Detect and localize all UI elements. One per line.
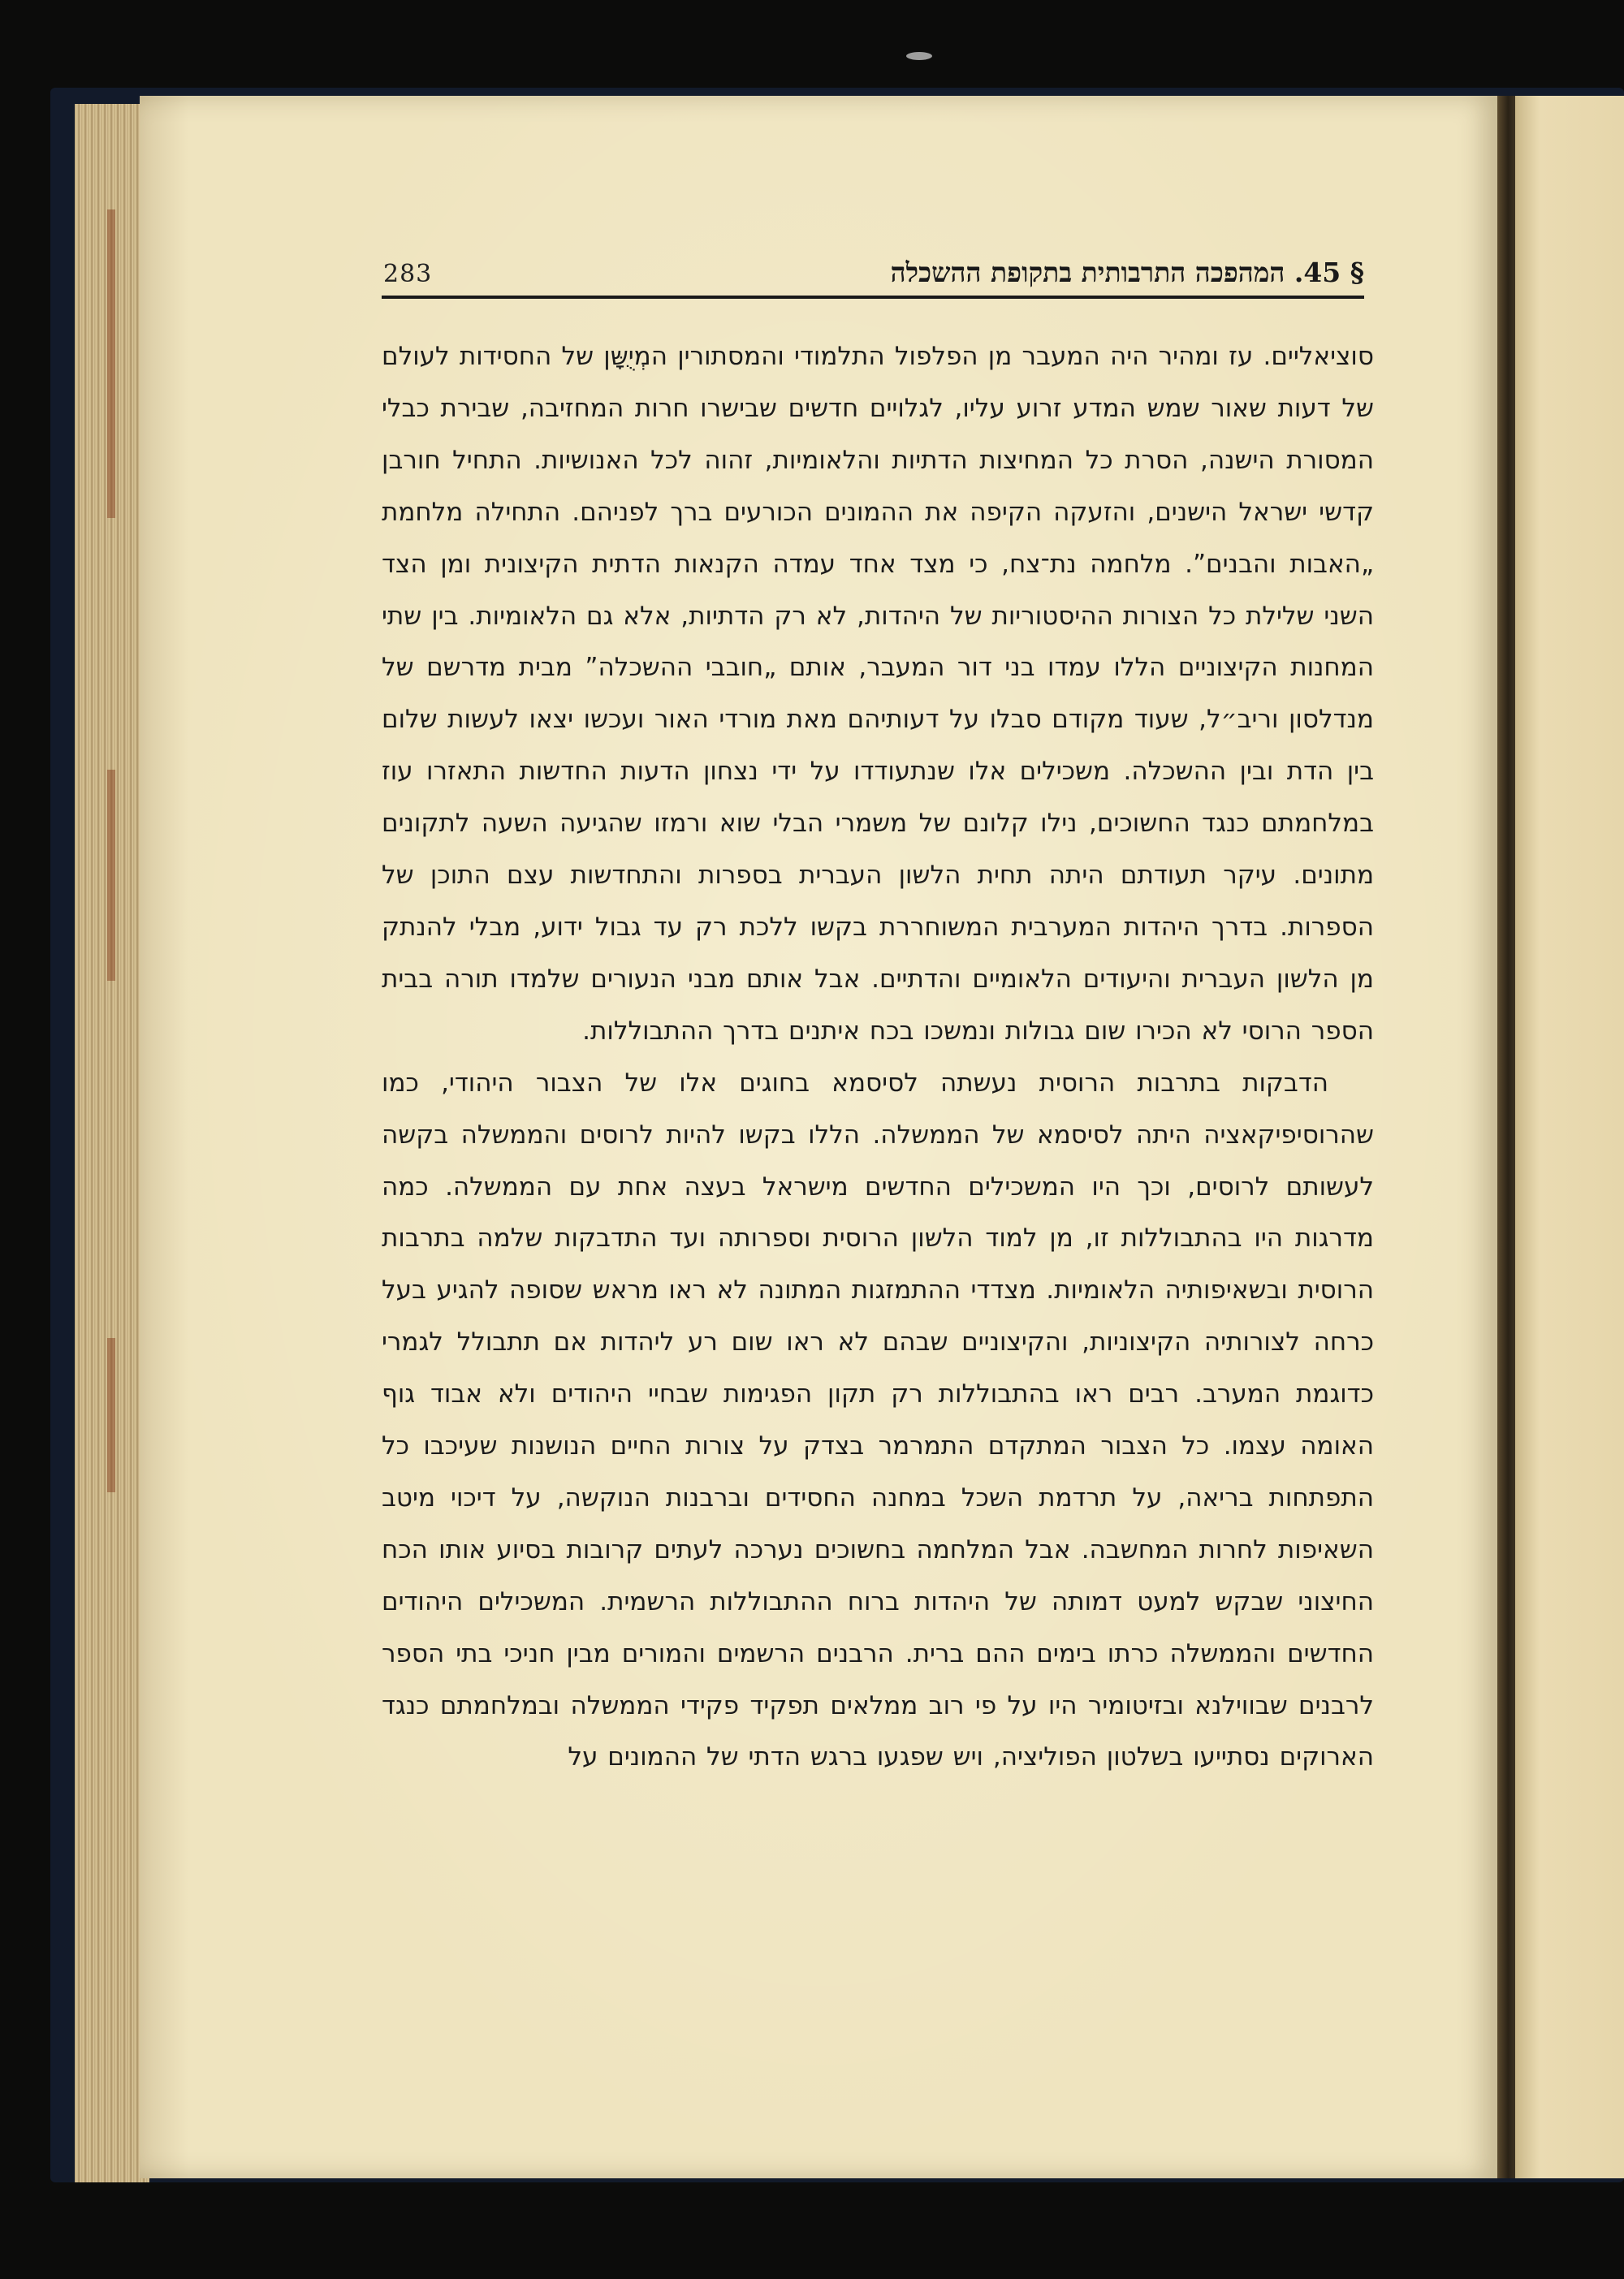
page-number: 283 [383,260,433,288]
edge-stain [107,209,115,518]
paragraph: הדבקות בתרבות הרוסית נעשתה לסיסמא בחוגים אלו של הצבור היהודי, כמו שהרוסיפיקאציה היתה לסיסמא של הממשלה. הללו בקשו להיות לרוסים והממשלה בקשה לעשותם לרוסים, וכך היו המשכילים החדשים מישראל בעצה אחת עם הממשלה. כמה מדרגות היו בהתבוללות זו, מן למוד הלשון הרוסית וספרותה ועד התדבקות שלמה בתרבות הרוסית ובשאיפותיה הלאומיות. מצדדי ההתמזגות המתונה לא ראו מראש שסופה להגיע בעל כרחה לצורותיה הקיצוניות, והקיצוניים שבהם לא ראו שום רע ליהדות אם תתבולל לגמרי כדוגמת המערב. רבים ראו בהתבוללות רק תקון הפגימות שבחיי היהודים ולא אבוד גוף האומה עצמו. כל הצבור המתקדם התמרמר בצדק על צורות החיים הנושנות שעיכבו כל התפתחות בריאה, על תרדמת השכל במחנה החסידים וברבנות הנוקשה, על דיכוי מיטב השאיפות לחרות המחשבה. אבל המלחמה בחשוכים נערכה לעתים קרובות בסיוע אותו הכח החיצוני שבקש למעט דמותה של היהדות ברוח ההתבוללות הרשמית. המשכילים היהודים החדשים והממשלה כרתו בימים ההם ברית. הרבנים הרשמים והמורים מבין חניכי בתי הספר לרבנים שבווילנא ובזיטומיר היו על פי רוב ממלאים תפקיד פקידי הממשלה ובמלחמתם כנגד הארוקים נסתייעו בשלטון הפוליציה, ויש שפגעו ברגש הדתי של ההמונים על [382,1068,1374,1772]
book-gutter [1497,96,1515,2178]
running-head: § 45. המהפכה התרבותית בתקופת ההשכלה [890,257,1364,288]
page-header [383,253,1364,299]
header-rule [382,296,1364,299]
dust-specks [901,50,942,62]
edge-stain [107,770,115,981]
body-text [382,331,1374,1784]
edge-stain [107,1338,115,1492]
facing-page-edge [1515,96,1624,2178]
paragraph: סוציאליים. עז ומהיר היה המעבר מן הפלפול התלמודי והמסתורין המְיֻשָּן של החסידות לעולם של דעות שאור שמש המדע זרוע עליו, לגלויים חדשים שבישרו חרות המחזיבה, שבירת כבלי המסורת הישנה, הסרת כל המחיצות הדתיות והלאומיות, זהוה לכל האנושיות. התחיל חורבן קדשי ישראל הישנים, והזעקה הקיפה את ההמונים הכורעים ברך לפניהם. התחילה מלחמת „האבות והבנים”. מלחמה נת־צח, כי מצד אחד עמדה הקנאות הדתית הקיצונית ומן הצד השני שלילת כל הצורות ההיסטוריות של היהדות, לא רק הדתיות, אלא גם הלאומיות. בין שתי המחנות הקיצוניים הללו עמדו בני דור המעבר, אותם „חובבי ההשכלה” מבית מדרשם של מנדלסון וריב״ל, שעוד מקודם סבלו על דעותיהם מאת מורדי האור ועכשו יצאו לעשות שלום בין הדת ובין ההשכלה. משכילים אלו שנתעודדו על ידי נצחון הדעות החדשות התאזרו עוז במלחמתם כנגד החשוכים, נילו קלונם של משמרי הבלי שוא ורמזו שהגיעה השעה לתקונים מתונים. עיקר תעודתם היתה תחית הלשון העברית בספרות והתחדשות עצם התוכן של הספרות. בדרך היהדות המערבית המשוחררת בקשו ללכת רק עד גבול ידוע, מבלי להנתק מן הלשון העברית והיעודים הלאומיים והדתיים. אבל אותם מבני הנעורים שלמדו תורה בבית הספר הרוסי לא הכירו שום גבולות ונמשכו בכח איתנים בדרך ההתבוללות. [382,342,1374,1046]
page-edges [75,104,149,2182]
